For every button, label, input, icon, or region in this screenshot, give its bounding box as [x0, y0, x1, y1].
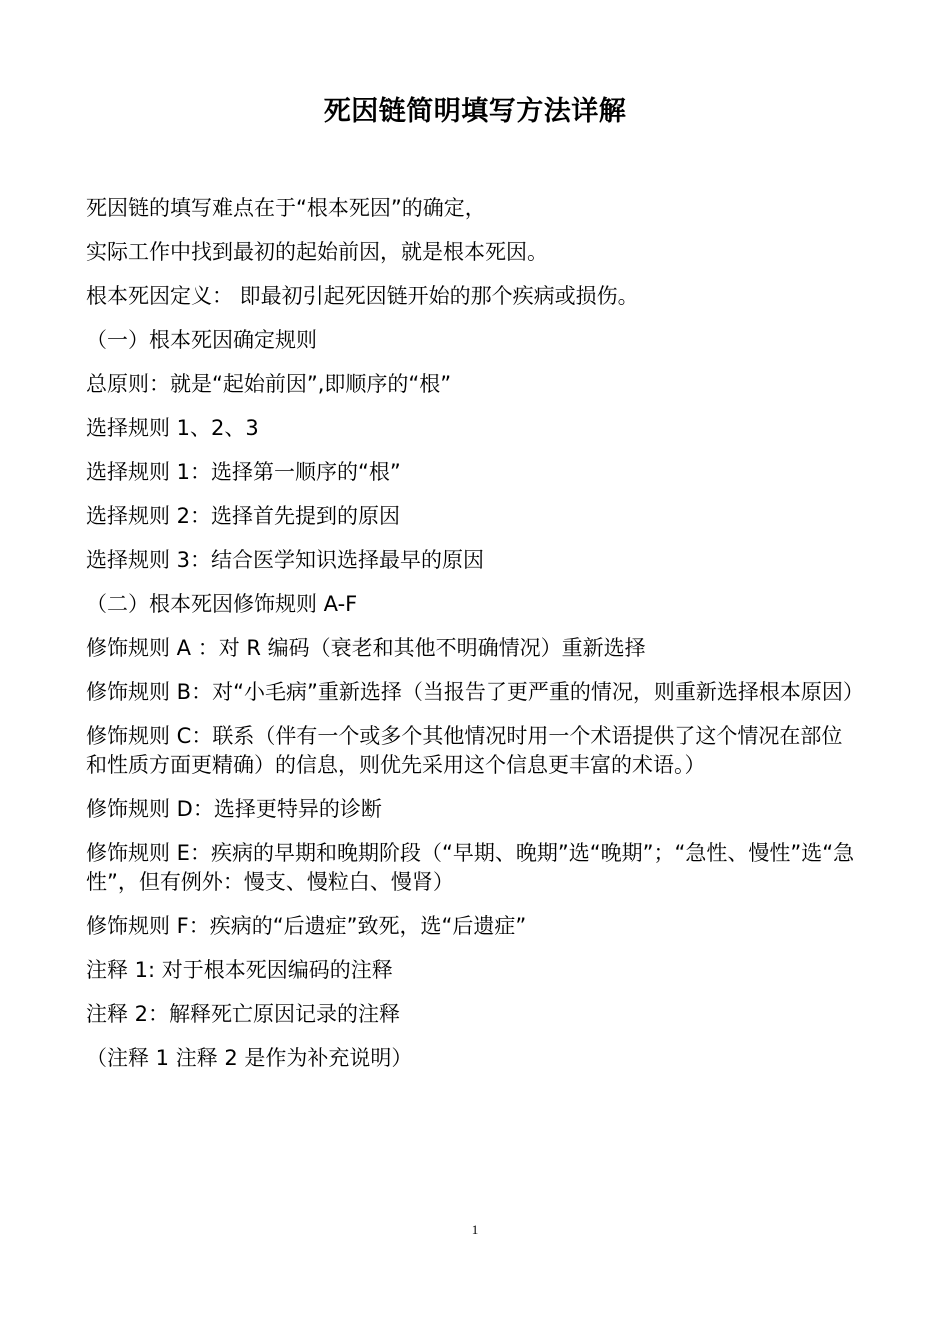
- paragraph: 总原则：就是“起始前因”,即顺序的“根”: [86, 372, 452, 396]
- document-title: 死因链简明填写方法详解: [323, 96, 627, 127]
- rule-item: 修饰规则 B：对“小毛病”重新选择（当报告了更严重的情况，则重新选择根本原因）: [86, 680, 864, 704]
- rule-item: 修饰规则 E：疾病的早期和晚期阶段（“早期、晚期”选“晚期”；“急性、慢性”选“急性”，但有例外：慢支、慢粒白、慢肾）: [86, 841, 855, 894]
- rule-item: 修饰规则 F：疾病的“后遗症”致死，选“后遗症”: [86, 914, 527, 938]
- section-heading: （二）根本死因修饰规则 A-F: [86, 592, 358, 616]
- document-body: [86, 194, 864, 1088]
- rule-item: 修饰规则 A ：对 R 编码（衰老和其他不明确情况）重新选择: [86, 636, 646, 660]
- page-number: 1: [471, 1222, 479, 1237]
- paragraph: 根本死因定义： 即最初引起死因链开始的那个疾病或损伤。: [86, 284, 639, 308]
- rule-item: 修饰规则 C：联系（伴有一个或多个其他情况时用一个术语提供了这个情况在部位和性质方面更精确）的信息，则优先采用这个信息更丰富的术语。）: [86, 724, 843, 777]
- note-item: 注释 1: 对于根本死因编码的注释: [86, 958, 393, 982]
- paragraph: 死因链的填写难点在于“根本死因”的确定，: [86, 196, 486, 220]
- rule-item: 选择规则 1：选择第一顺序的“根”: [86, 460, 401, 484]
- rule-item: 选择规则 2：选择首先提到的原因: [86, 504, 401, 528]
- rule-item: 修饰规则 D：选择更特异的诊断: [86, 797, 382, 821]
- section-heading: （一）根本死因确定规则: [86, 328, 317, 352]
- paragraph: 选择规则 1、2、3: [86, 416, 259, 440]
- paragraph: 实际工作中找到最初的起始前因，就是根本死因。: [86, 240, 548, 264]
- note-item: 注释 2：解释死亡原因记录的注释: [86, 1002, 401, 1026]
- note-item: （注释 1 注释 2 是作为补充说明）: [86, 1046, 413, 1070]
- rule-item: 选择规则 3：结合医学知识选择最早的原因: [86, 548, 485, 572]
